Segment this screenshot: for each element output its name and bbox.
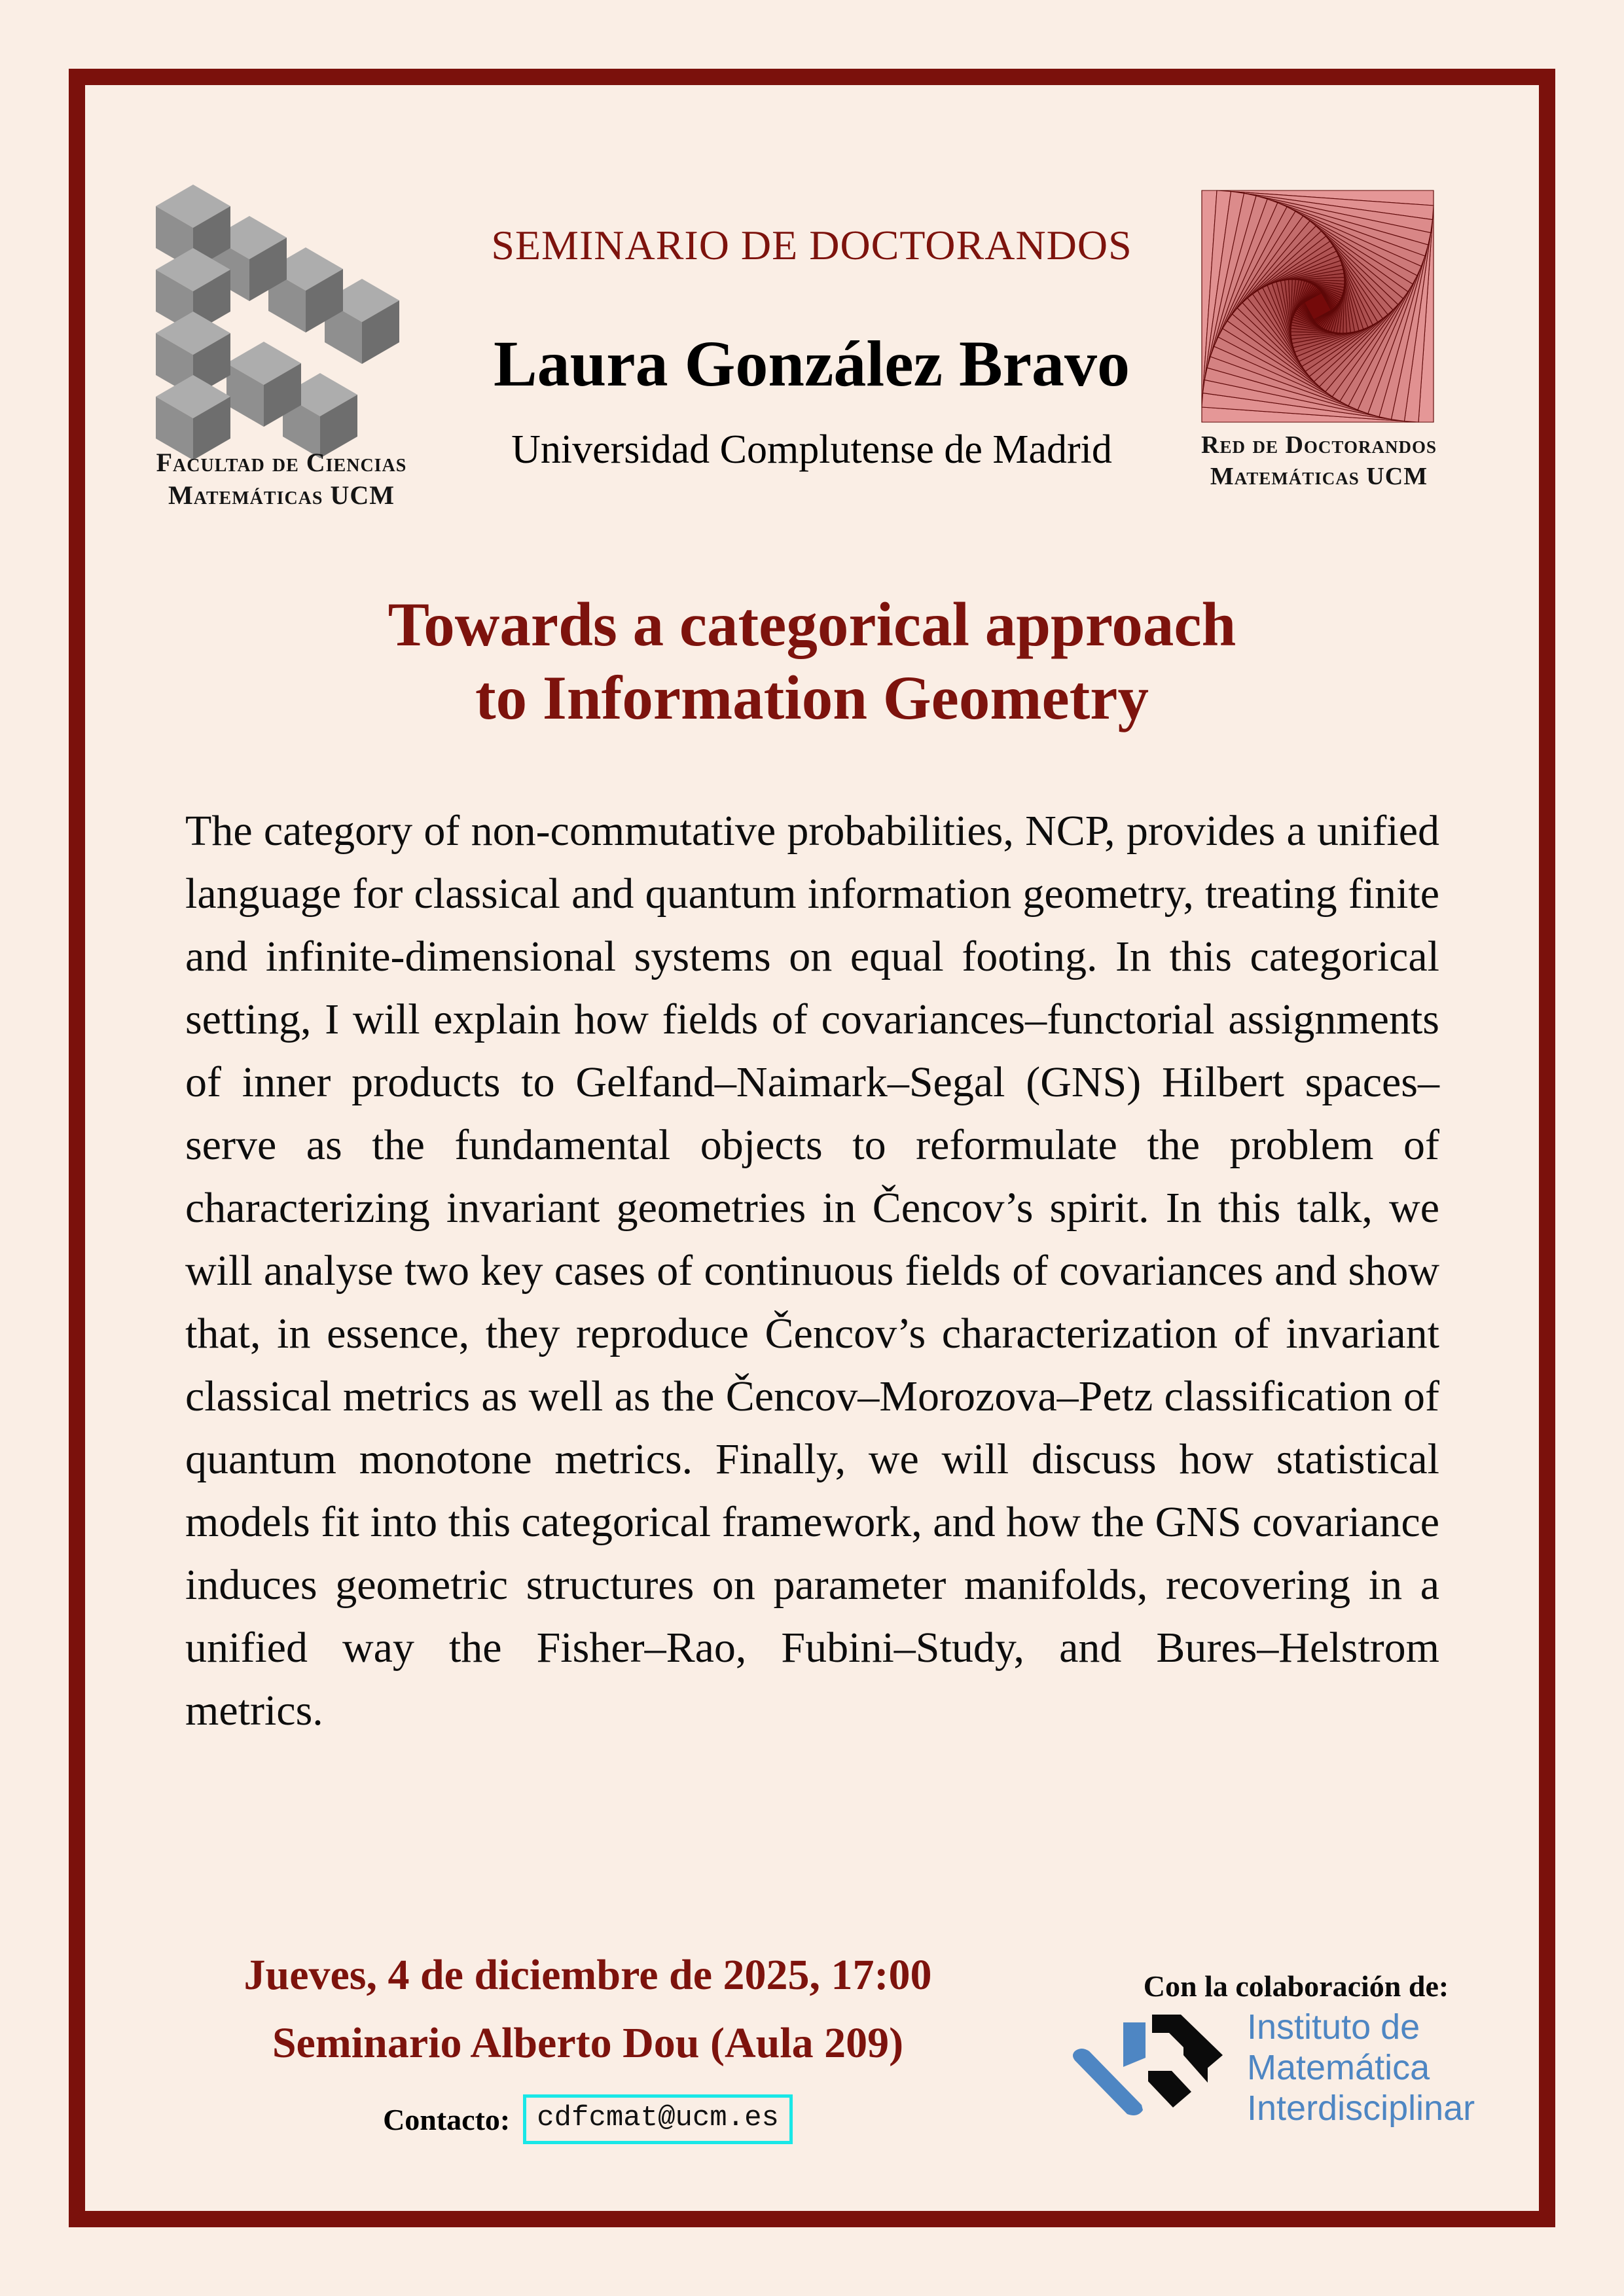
red-spiral-icon [1200, 188, 1435, 424]
contact-row [182, 2094, 994, 2144]
event-datetime: Jueves, 4 de diciembre de 2025, 17:00 [244, 1951, 932, 1999]
speaker-name: Laura González Bravo [493, 327, 1130, 400]
imi-text-line1: Instituto de [1247, 2007, 1420, 2047]
abstract-text: The category of non-commutative probabilities, NCP, provides a unified language for classical and quantum information geometry, treating finite and infinite-dimensional systems on equal footing. In this categorical setting, I will explain how fields of covariances–functorial assignments of inner products to Gelfand–Naimark–Segal (GNS) Hilbert spaces–serve as the fundamental objects to reformulate the problem of characterizing invariant geometries in Čencov’s spirit. In this talk, we will analyse two key cases of continuous fields of covariances and show that, in essence, they reproduce Čencov’s characterization of invariant classical metrics as well as the Čencov–Morozova–Petz classification of quantum monotone metrics. Finally, we will discuss how statistical models fit into this categorical framework, and how the GNS covariance induces geometric structures on parameter manifolds, recovering in a unified way the Fisher–Rao, Fubini–Study, and Bures–Helstrom metrics. [185, 807, 1439, 1734]
imi-text-line2: Matemática [1247, 2048, 1430, 2087]
red-caption-line2: Matemáticas UCM [1210, 463, 1428, 490]
seminar-series-title: SEMINARIO DE DOCTORANDOS [491, 222, 1132, 268]
contact-email-link[interactable]: cdfcmat@ucm.es [523, 2094, 793, 2144]
imi-text-line3: Interdisciplinar [1247, 2089, 1475, 2128]
facultad-caption-line2: Matemáticas UCM [168, 480, 395, 510]
event-details [182, 1941, 994, 2077]
facultad-caption-line1: Facultad de Ciencias [156, 448, 407, 477]
speaker-affiliation: Universidad Complutense de Madrid [511, 427, 1112, 472]
talk-title [0, 588, 1624, 734]
imi-logo-text [1247, 2007, 1561, 2128]
talk-title-line1: Towards a categorical approach [388, 590, 1236, 659]
event-location: Seminario Alberto Dou (Aula 209) [272, 2019, 904, 2067]
talk-title-line2: to Information Geometry [475, 663, 1149, 732]
red-caption-line1: Red de Doctorandos [1201, 431, 1437, 459]
facultad-logo-caption [118, 446, 445, 512]
penrose-cubes-icon [156, 185, 399, 460]
imi-logo-icon [1066, 2015, 1226, 2127]
collaboration-label: Con la colaboración de: [1143, 1969, 1449, 2003]
red-doctorandos-caption [1159, 429, 1479, 492]
contact-label: Contacto: [383, 2102, 511, 2136]
